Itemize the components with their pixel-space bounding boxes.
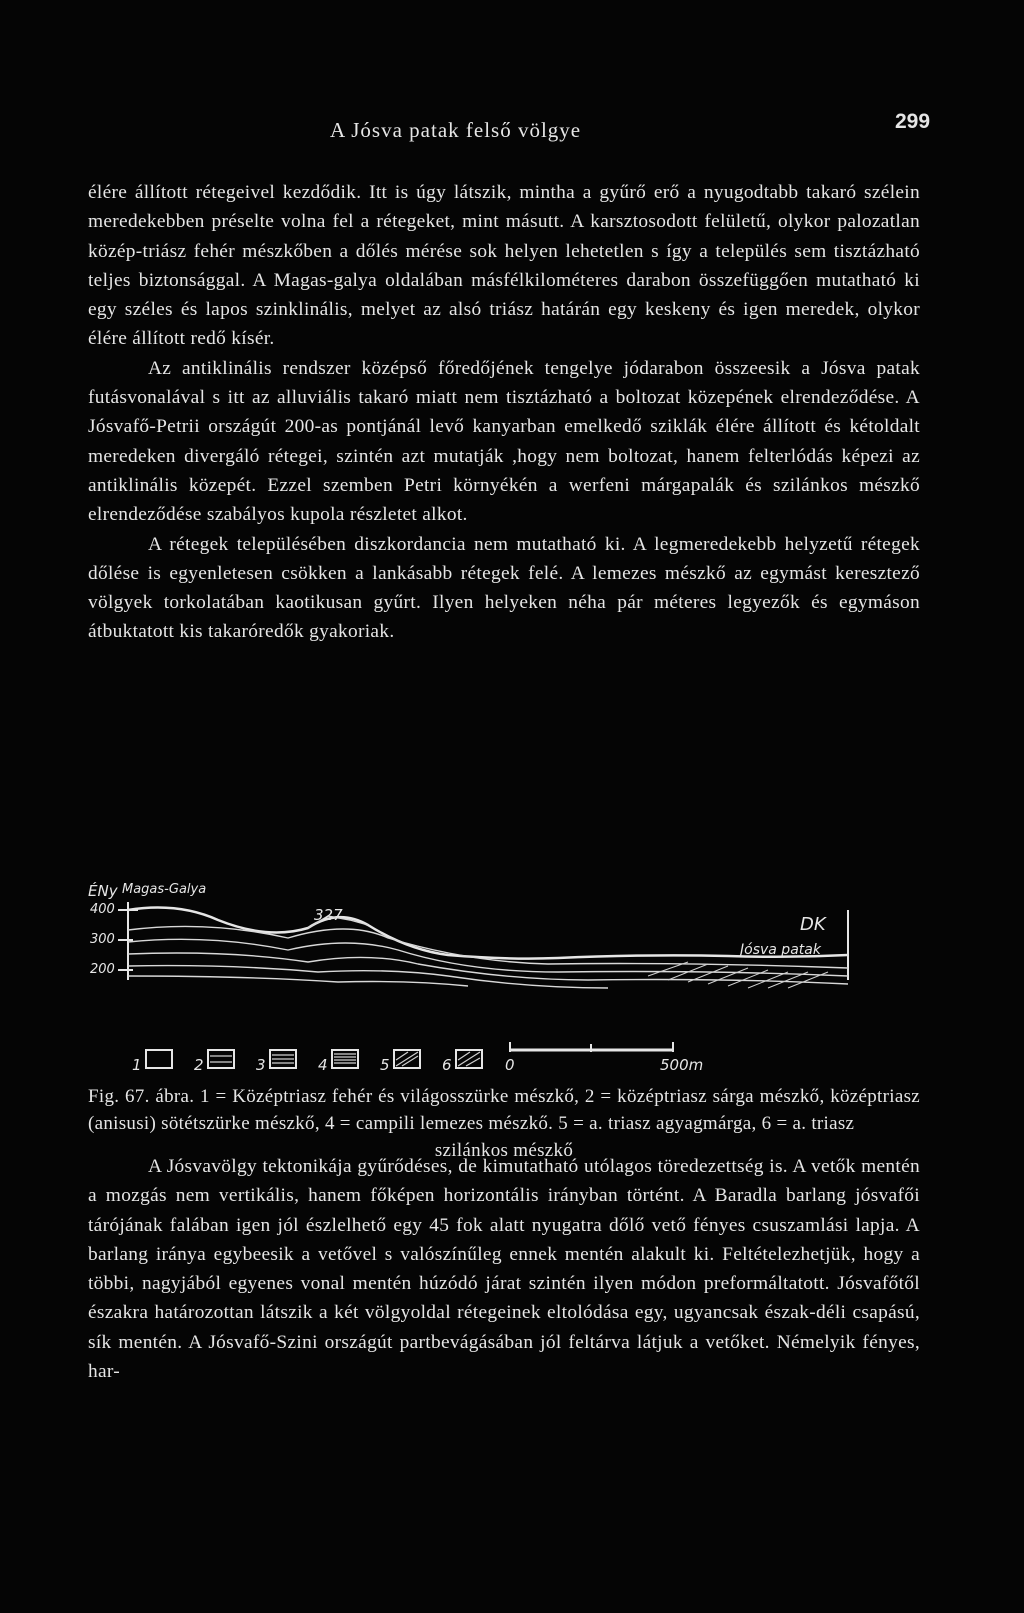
legend-number-3: 3 xyxy=(256,1056,266,1074)
paragraph: élére állított rétegeivel kezdődik. Itt is úgy látszik, mintha a gyűrő erő a nyugodtabb takaró szélein meredekebben préselte volna fel a rétegeket, mint másutt. A karsztosodott felületű, olykor palozatlan közép-triász fehér mészkőben a dőlés mérése sok helyen lehetetlen s így a település sem tisztázható teljes biztonsággal. A Magas-galya oldalában másfélkilométeres darabon összefüggően mutatható ki egy széles és lapos szinklinális, melyet az alsó triász határán egy keskeny és igen meredek, olykor élére állított redő kísér. xyxy=(88,182,920,350)
legend-number-4: 4 xyxy=(318,1056,328,1074)
scale-end: 500m xyxy=(660,1056,704,1074)
label-327: 327 xyxy=(314,906,343,924)
geological-cross-section xyxy=(88,880,924,1102)
running-title: A Jósva patak felső völgye xyxy=(330,118,582,142)
caption-main: Fig. 67. ábra. 1 = Középtriasz fehér és világosszürke mészkő, 2 = középtriasz sárga mészkő, középtriasz (anisusi) sötétszürke mészkő, 4 = campili lemezes mészkő. 5 = a. triasz agyagmárga, 6 = a. triasz xyxy=(88,1086,920,1134)
legend-number-1: 1 xyxy=(132,1056,142,1074)
paragraph: Az antiklinális rendszer középső főredőjének tengelye jódarabon összeesik a Jósva patak futásvonalával s itt az alluviális takaró miatt nem tisztázható a boltozat közepének elrendeződése. A Jósvafő-Petrii országút 200-as pontjánál levő kanyarban emelkedő sziklák élére állított és kétoldalt meredeken divergáló rétegei, szintén azt mutatják ,hogy nem boltozat, hanem felterlódás képezi az antiklinális közepét. Ezzel szemben Petri környékén a werfeni márgapalák és szilánkos mészkő elrendeződése szabályos kupola részletet alkot. xyxy=(88,357,920,526)
label-magas-galya: Magas-Galya xyxy=(122,882,207,897)
label-eny: ÉNy xyxy=(88,882,118,900)
y-tick-200: 200 xyxy=(90,962,115,977)
scale-start: 0 xyxy=(505,1056,515,1074)
legend-number-5: 5 xyxy=(380,1056,390,1074)
y-tick-400: 400 xyxy=(90,902,115,917)
caption-last-line: szilánkos mészkő xyxy=(434,1140,574,1161)
label-dk: DK xyxy=(800,914,826,935)
label-josva-patak: Jósva patak xyxy=(740,942,821,958)
page-number: 299 xyxy=(895,110,931,133)
paragraph: A Jósvavölgy tektonikája gyűrődéses, de kimutatható utólagos töredezettség is. A vetők mentén a mozgás nem vertikális, hanem főképen horizontális irányban történt. A Baradla barlang jósvafői tárójának falában igen jól észlelhető egy 45 fok alatt nyugatra dőlő vető fényes csuszamlási lapja. A barlang iránya egybeesik a vetővel s valószínűleg ennek mentén alakult ki. Feltételezhetjük, hogy a többi, nagyjából egyenes vonal mentén húzódó járat szintén ilyen módon preformáltatott. Jósvafőtől északra határozottan látszik a két völgyoldal rétegeinek eltolódása egy, ugyancsak észak-déli csapású, sík mentén. A Jósvafő-Szini országút partbevágásában jól feltárva látjuk a vetőket. Némelyik fényes, har- xyxy=(88,1156,920,1383)
y-tick-300: 300 xyxy=(90,932,115,947)
legend-number-6: 6 xyxy=(442,1056,452,1074)
paragraph: A rétegek településében diszkordancia nem mutatható ki. A legmeredekebb helyzetű rétegek dőlése is egyenletesen csökken a lankásabb rétegek felé. A lemezes mészkő az egymást keresztező völgyek torkolatában kaotikusan gyűrt. Ilyen helyeken néha pár méteres legyezők és egymáson átbuktatott kis takaróredők gyakoriak. xyxy=(88,533,920,643)
text-block-upper xyxy=(88,178,920,647)
legend-number-2: 2 xyxy=(194,1056,204,1074)
text-block-lower xyxy=(88,1152,920,1386)
